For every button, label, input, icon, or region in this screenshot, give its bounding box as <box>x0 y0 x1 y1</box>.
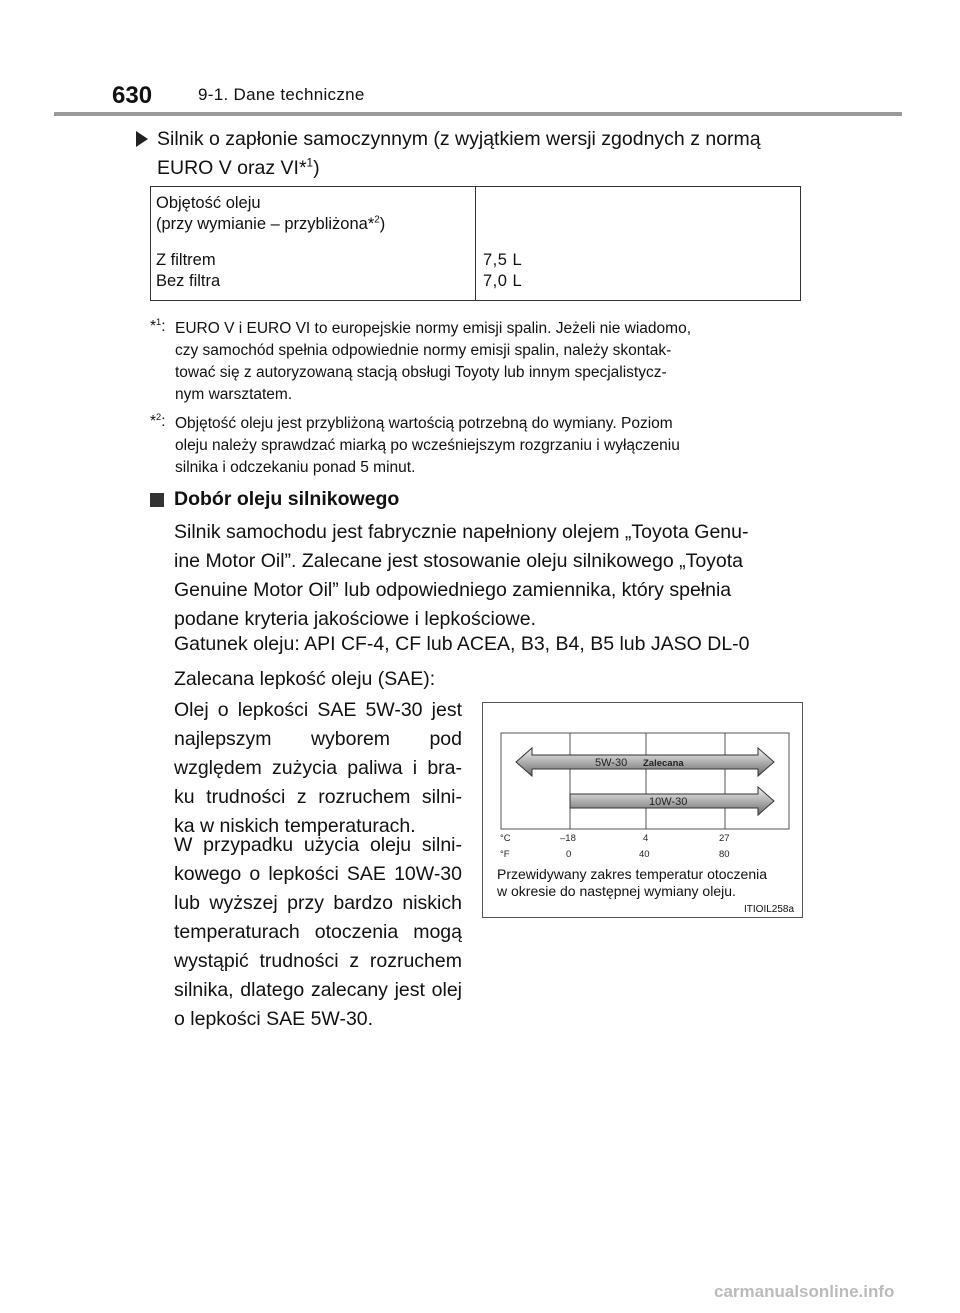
table-header-line <box>156 214 385 235</box>
para-line: kowego o lepkości SAE 10W-30 <box>174 863 462 885</box>
series-tag-5w30: Zalecana <box>643 758 684 769</box>
table-row-value: 7,0 L <box>483 272 523 290</box>
axis-tick-c: 27 <box>719 833 730 844</box>
para-line: ku trudności z rozruchem silni- <box>174 786 462 808</box>
section-heading: 9-1. Dane techniczne <box>198 85 365 104</box>
axis-tick-c: –18 <box>560 833 576 844</box>
axis-tick-f: 40 <box>639 849 650 860</box>
para-line: podane kryteria jakościowe i lepkościowe. <box>174 608 537 630</box>
table-row-label: Bez filtra <box>156 272 221 290</box>
para-line: o lepkości SAE 5W-30. <box>174 1008 374 1030</box>
table-header-line2-text: (przy wymianie – przybliżona* <box>156 215 375 233</box>
section-square-icon <box>150 493 164 507</box>
bullet-arrow-icon <box>136 131 148 147</box>
footnote-line: Objętość oleju jest przybliżoną wartością potrzebną do wymiany. Poziom <box>175 415 673 432</box>
para-line: Genuine Motor Oil” lub odpowiedniego zamiennika, który spełnia <box>174 579 732 601</box>
caption-line: Przewidywany zakres temperatur otoczenia <box>497 866 768 882</box>
chart-grid-frame <box>501 733 789 829</box>
axis-tick-f: 0 <box>566 849 572 860</box>
para-line: najlepszym wyborem pod <box>174 728 462 750</box>
figure-code: ITIOIL258a <box>744 904 795 915</box>
footnote-star: * <box>150 318 157 335</box>
intro-line <box>157 154 817 183</box>
series-label-10w30: 10W-30 <box>649 796 688 808</box>
para-line: silnika, dlatego zalecany jest olej <box>174 979 462 1001</box>
oil-capacity-table <box>150 186 801 301</box>
paragraph-5w30 <box>174 696 462 841</box>
para-line: Silnik samochodu jest fabrycznie napełniony olejem „Toyota Genu- <box>174 521 749 543</box>
oil-grade: Gatunek oleju: API CF-4, CF lub ACEA, B3, B4, B5 lub JASO DL-0 <box>174 633 750 655</box>
intro-text <box>157 125 817 183</box>
para-line: ka w niskich temperaturach. <box>174 815 416 837</box>
footnote-line: EURO V i EURO VI to europejskie normy emisji spalin. Jeżeli nie wiadomo, <box>175 320 691 337</box>
paragraph-intro <box>174 518 799 634</box>
axis-tick-f: 80 <box>719 849 730 860</box>
table-row-label: Z filtrem <box>156 251 216 269</box>
footnote-line: tować się z autoryzowaną stacją obsługi Toyoty lub innym specjalistycz- <box>175 364 667 381</box>
footnote-line: oleju należy sprawdzać miarką po wcześniejszym rozgrzaniu i wyłączeniu <box>175 437 680 454</box>
footnote-2-mark <box>150 413 166 431</box>
footnote-colon: : <box>161 413 166 430</box>
para-line: temperaturach otoczenia mogą <box>174 921 462 943</box>
footnote-star: * <box>150 413 157 430</box>
footnote-line: nym warsztatem. <box>175 386 293 403</box>
table-row-value: 7,5 L <box>483 251 523 269</box>
axis-unit-f: °F <box>500 849 510 860</box>
intro-line2-end: ) <box>313 157 320 179</box>
table-labels <box>156 250 220 292</box>
para-line: Olej o lepkości SAE 5W-30 jest <box>174 699 462 721</box>
footnote-1-text <box>175 318 799 406</box>
para-line: ine Motor Oil”. Zalecane jest stosowanie oleju silnikowego „Toyota <box>174 550 744 572</box>
table-header-line: Objętość oleju <box>156 194 261 212</box>
table-column-divider <box>475 187 476 300</box>
footnote-colon: : <box>161 318 166 335</box>
section-title: Dobór oleju silnikowego <box>174 488 400 510</box>
intro-line2-text: EURO V oraz VI* <box>157 157 307 179</box>
footnote-ref: 2 <box>374 214 380 226</box>
footnote-line: czy samochód spełnia odpowiednie normy emisji spalin, należy skontak- <box>175 342 672 359</box>
footnote-2-text <box>175 413 799 479</box>
chart-caption <box>497 866 797 900</box>
table-header <box>156 193 385 235</box>
caption-line: w okresie do następnej wymiany oleju. <box>497 883 736 899</box>
footnote-line: silnika i odczekaniu ponad 5 minut. <box>175 459 416 476</box>
footnote-ref: 1 <box>306 156 314 170</box>
table-header-line2-end: ) <box>379 215 386 233</box>
para-line: wystąpić trudności z rozruchem <box>174 950 462 972</box>
axis-tick-c: 4 <box>643 833 649 844</box>
axis-unit-c: °C <box>500 833 511 844</box>
para-line: względem zużycia paliwa i bra- <box>174 757 462 779</box>
header-rule <box>54 112 902 116</box>
paragraph-10w30 <box>174 831 462 1034</box>
footnote-number: 2 <box>156 411 162 422</box>
para-line: W przypadku użycia oleju silni- <box>174 834 462 856</box>
para-line: lub wyższej przy bardzo niskich <box>174 892 462 914</box>
intro-line: Silnik o zapłonie samoczynnym (z wyjątkiem wersji zgodnych z normą <box>157 128 761 150</box>
footnote-number: 1 <box>156 316 162 327</box>
watermark: carmanualsonline.info <box>714 1282 895 1301</box>
page-number: 630 <box>112 82 153 109</box>
footnote-1-mark <box>150 318 166 336</box>
viscosity-label: Zalecana lepkość oleju (SAE): <box>174 668 436 690</box>
series-label-5w30: 5W-30 <box>595 757 628 769</box>
table-values <box>483 250 522 292</box>
